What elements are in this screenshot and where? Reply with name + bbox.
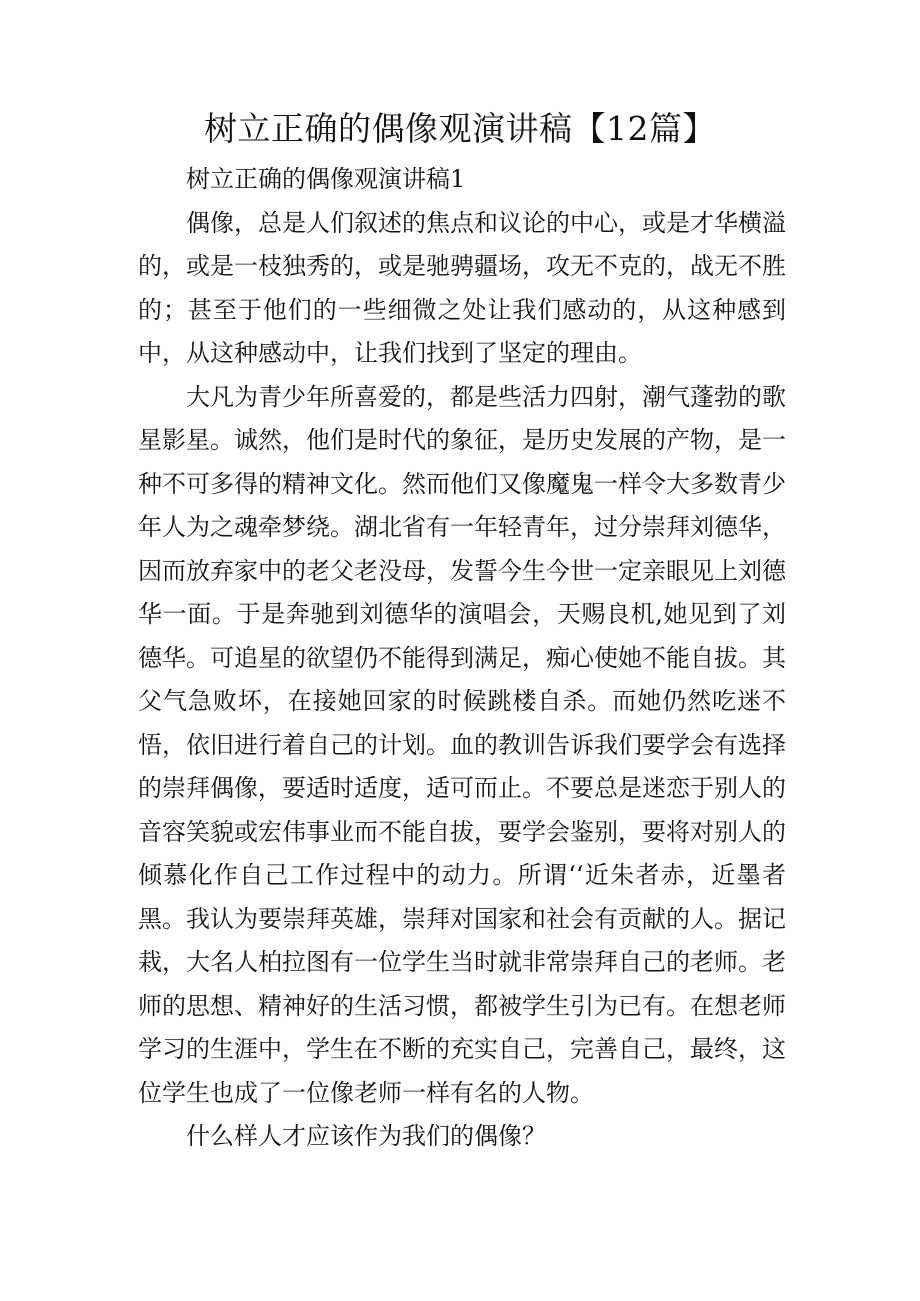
body-paragraph-1: 偶像，总是人们叙述的焦点和议论的中心，或是才华横溢的，或是一枝独秀的，或是驰骋疆场，攻无不克的，战无不胜的；甚至于他们的一些细微之处让我们感动的，从这种感到中，从这种感动中，让我们找到了坚定的理由。 bbox=[138, 208, 786, 367]
document-title: 树立正确的偶像观演讲稿【12篇】 bbox=[204, 109, 716, 148]
body-paragraph-3: 什么样人才应该作为我们的偶像？ bbox=[186, 1122, 546, 1150]
body-paragraph-2: 大凡为青少年所喜爱的，都是些活力四射，潮气蓬勃的歌星影星。诚然，他们是时代的象征，是历史发展的产物，是一种不可多得的精神文化。然而他们又像魔鬼一样令大多数青少年人为之魂牵梦绕。湖北省有一年轻青年，过分崇拜刘德华，因而放弃家中的老父老没母，发誓今生今世一定亲眼见上刘德华一面。于是奔驰到刘德华的演唱会，天赐良机,她见到了刘德华。可追星的欲望仍不能得到满足，痴心使她不能自拔。其父气急败坏，在接她回家的时候跳楼自杀。而她仍然吃迷不悟，依旧进行着自己的计划。血的教训告诉我们要学会有选择的崇拜偶像，要适时适度，适可而止。不要总是迷恋于别人的音容笑貌或宏伟事业而不能自拔，要学会鉴别，要将对别人的倾慕化作自己工作过程中的动力。所谓‘‘近朱者赤，近墨者黑。我认为要崇拜英雄，崇拜对国家和社会有贡献的人。据记栽，大名人柏拉图有一位学生当时就非常崇拜自己的老师。老师的思想、精神好的生活习惯，都被学生引为已有。在想老师学习的生涯中，学生在不断的充实自己，完善自己，最终，这位学生也成了一位像老师一样有名的人物。 bbox=[138, 382, 786, 1107]
section-heading: 树立正确的偶像观演讲稿1 bbox=[186, 165, 466, 193]
document-body bbox=[138, 158, 786, 1159]
